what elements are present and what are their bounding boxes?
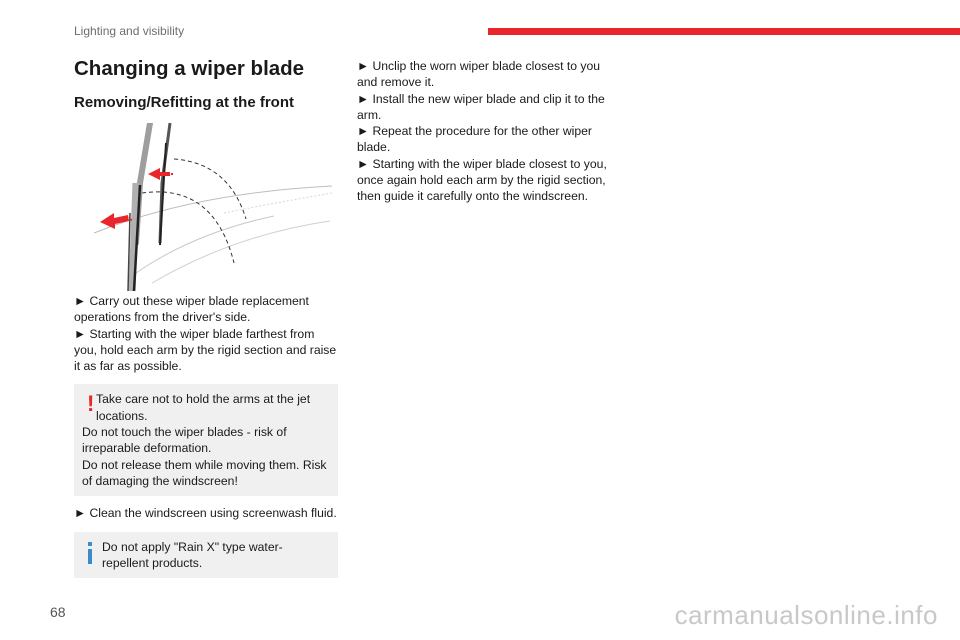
section-subtitle: Removing/Refitting at the front bbox=[74, 94, 294, 111]
warning-box bbox=[74, 384, 338, 496]
step-driver-side: ► Carry out these wiper blade replacement operations from the driver's side. bbox=[74, 294, 309, 325]
step-clean-windscreen: ► Clean the windscreen using screenwash fluid. bbox=[74, 506, 337, 521]
info-box bbox=[74, 532, 338, 579]
right-column bbox=[357, 58, 619, 205]
warning-line: Do not touch the wiper blades - risk of irreparable deformation. bbox=[82, 425, 287, 456]
initial-steps bbox=[74, 293, 338, 374]
info-text: Do not apply "Rain X" type water-repellent products. bbox=[102, 539, 283, 570]
wiper-blades-raised-illustration bbox=[74, 123, 338, 291]
section-title: Lighting and visibility bbox=[74, 24, 185, 38]
step-install-blade: ► Install the new wiper blade and clip it to the arm. bbox=[357, 91, 605, 122]
page-title: Changing a wiper blade bbox=[74, 57, 305, 80]
step-guide-onto-windscreen: ► Starting with the wiper blade closest to you, once again hold each arm by the rigid section, then guide it carefully onto the windscreen. bbox=[357, 156, 607, 204]
step-raise-arms: ► Starting with the wiper blade farthest from you, hold each arm by the rigid section and raise it as far as possible. bbox=[74, 326, 337, 374]
step-repeat-procedure: ► Repeat the procedure for the other wiper blade. bbox=[357, 124, 592, 155]
step-unclip-blade: ► Unclip the worn wiper blade closest to you and remove it. bbox=[357, 59, 601, 90]
watermark: carmanualsonline.info bbox=[674, 600, 938, 630]
info-icon bbox=[88, 542, 92, 564]
left-column bbox=[74, 55, 338, 578]
exclamation-warning-icon: ! bbox=[87, 391, 95, 417]
header-accent-bar bbox=[488, 28, 960, 35]
page-number: 68 bbox=[50, 604, 66, 620]
warning-line: Take care not to hold the arms at the jet locations. bbox=[96, 392, 311, 423]
warning-line: Do not release them while moving them. Risk of damaging the windscreen! bbox=[82, 457, 327, 488]
